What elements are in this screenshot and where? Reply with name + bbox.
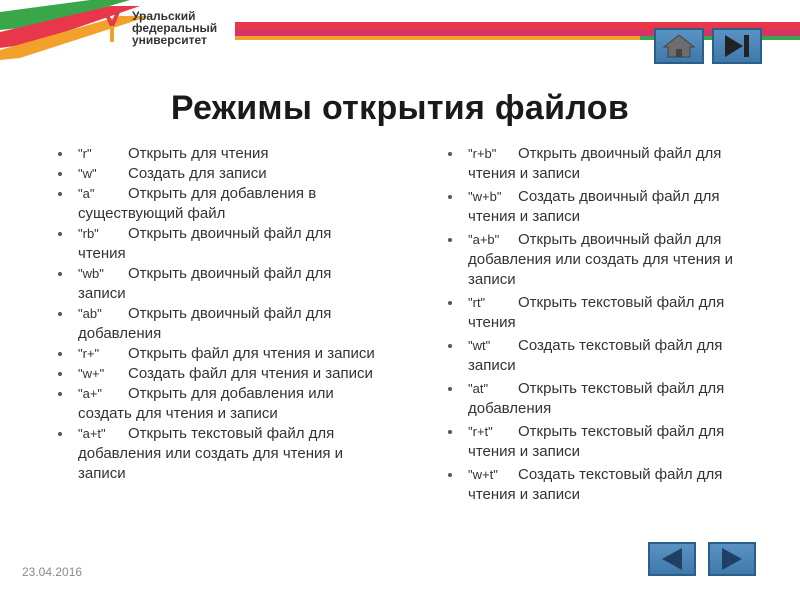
university-logo [104, 10, 217, 46]
mode-description: Открыть для добавления в существующий файл [78, 185, 317, 222]
mode-code: "ab" [78, 306, 102, 321]
mode-list-item [58, 344, 378, 364]
mode-list-item [448, 336, 768, 376]
mode-description: Открыть текстовый файл для добавления [468, 380, 725, 417]
arrow-right-icon [712, 545, 752, 573]
mode-description: Открыть для чтения [128, 145, 269, 162]
mode-list-item [448, 293, 768, 333]
mode-code: "r" [78, 146, 92, 161]
university-logo-mark [104, 10, 122, 44]
mode-list-item [448, 379, 768, 419]
slide-title: Режимы открытия файлов [170, 88, 630, 127]
mode-list-item [448, 144, 768, 184]
modes-list-left [58, 144, 378, 484]
skip-to-end-button[interactable] [712, 28, 762, 64]
mode-description: Открыть двоичный файл для чтения [78, 225, 332, 262]
university-name [132, 10, 217, 46]
mode-list-item [58, 424, 378, 484]
mode-description: Открыть двоичный файл для чтения и записи [468, 145, 722, 182]
mode-code: "a+" [78, 386, 103, 401]
mode-code: "w" [78, 166, 97, 181]
mode-list-item [58, 184, 378, 224]
slide-date: 23.04.2016 [22, 565, 83, 579]
mode-description: Создать для записи [128, 165, 267, 182]
mode-list-item [58, 144, 378, 164]
skip-to-end-icon [717, 32, 757, 60]
mode-code: "rb" [78, 226, 99, 241]
mode-description: Открыть для добавления или создать для чтения и записи [78, 385, 334, 422]
mode-list-item [58, 304, 378, 344]
mode-description: Открыть текстовый файл для чтения и записи [468, 423, 725, 460]
mode-code: "at" [468, 381, 489, 396]
mode-code: "wt" [468, 338, 491, 353]
mode-description: Открыть текстовый файл для добавления или создать для чтения и записи [78, 425, 344, 482]
mode-code: "r+b" [468, 146, 497, 161]
mode-description: Открыть двоичный файл для добавления или создать для чтения и записи [468, 231, 734, 288]
mode-code: "r+t" [468, 424, 493, 439]
mode-description: Создать файл для чтения и записи [128, 365, 373, 382]
mode-code: "w+t" [468, 467, 498, 482]
home-icon [659, 32, 699, 60]
mode-code: "wb" [78, 266, 104, 281]
mode-list-item [448, 422, 768, 462]
home-button[interactable] [654, 28, 704, 64]
mode-code: "a+b" [468, 232, 500, 247]
logo-line-1: Уральский [132, 9, 196, 23]
logo-line-3: университет [132, 33, 207, 47]
mode-description: Создать текстовый файл для чтения и записи [468, 466, 723, 503]
logo-line-2: федеральный [132, 21, 218, 35]
mode-description: Открыть двоичный файл для добавления [78, 305, 332, 342]
mode-list-item [448, 465, 768, 505]
mode-code: "a+t" [78, 426, 106, 441]
mode-list-item [58, 384, 378, 424]
mode-list-item [58, 264, 378, 304]
previous-slide-button[interactable] [648, 542, 696, 576]
mode-code: "w+" [78, 366, 105, 381]
mode-description: Открыть текстовый файл для чтения [468, 294, 725, 331]
mode-description: Создать текстовый файл для записи [468, 337, 723, 374]
mode-description: Открыть двоичный файл для записи [78, 265, 332, 302]
modes-list-right [448, 144, 768, 508]
mode-code: "r+" [78, 346, 100, 361]
mode-list-item [58, 224, 378, 264]
mode-list-item [58, 164, 378, 184]
mode-description: Открыть файл для чтения и записи [128, 345, 375, 362]
mode-list-item [448, 187, 768, 227]
mode-code: "w+b" [468, 189, 502, 204]
arrow-left-icon [652, 545, 692, 573]
mode-code: "a" [78, 186, 95, 201]
mode-list-item [448, 230, 768, 290]
mode-code: "rt" [468, 295, 486, 310]
mode-list-item [58, 364, 378, 384]
next-slide-button[interactable] [708, 542, 756, 576]
mode-description: Создать двоичный файл для чтения и записи [468, 188, 720, 225]
